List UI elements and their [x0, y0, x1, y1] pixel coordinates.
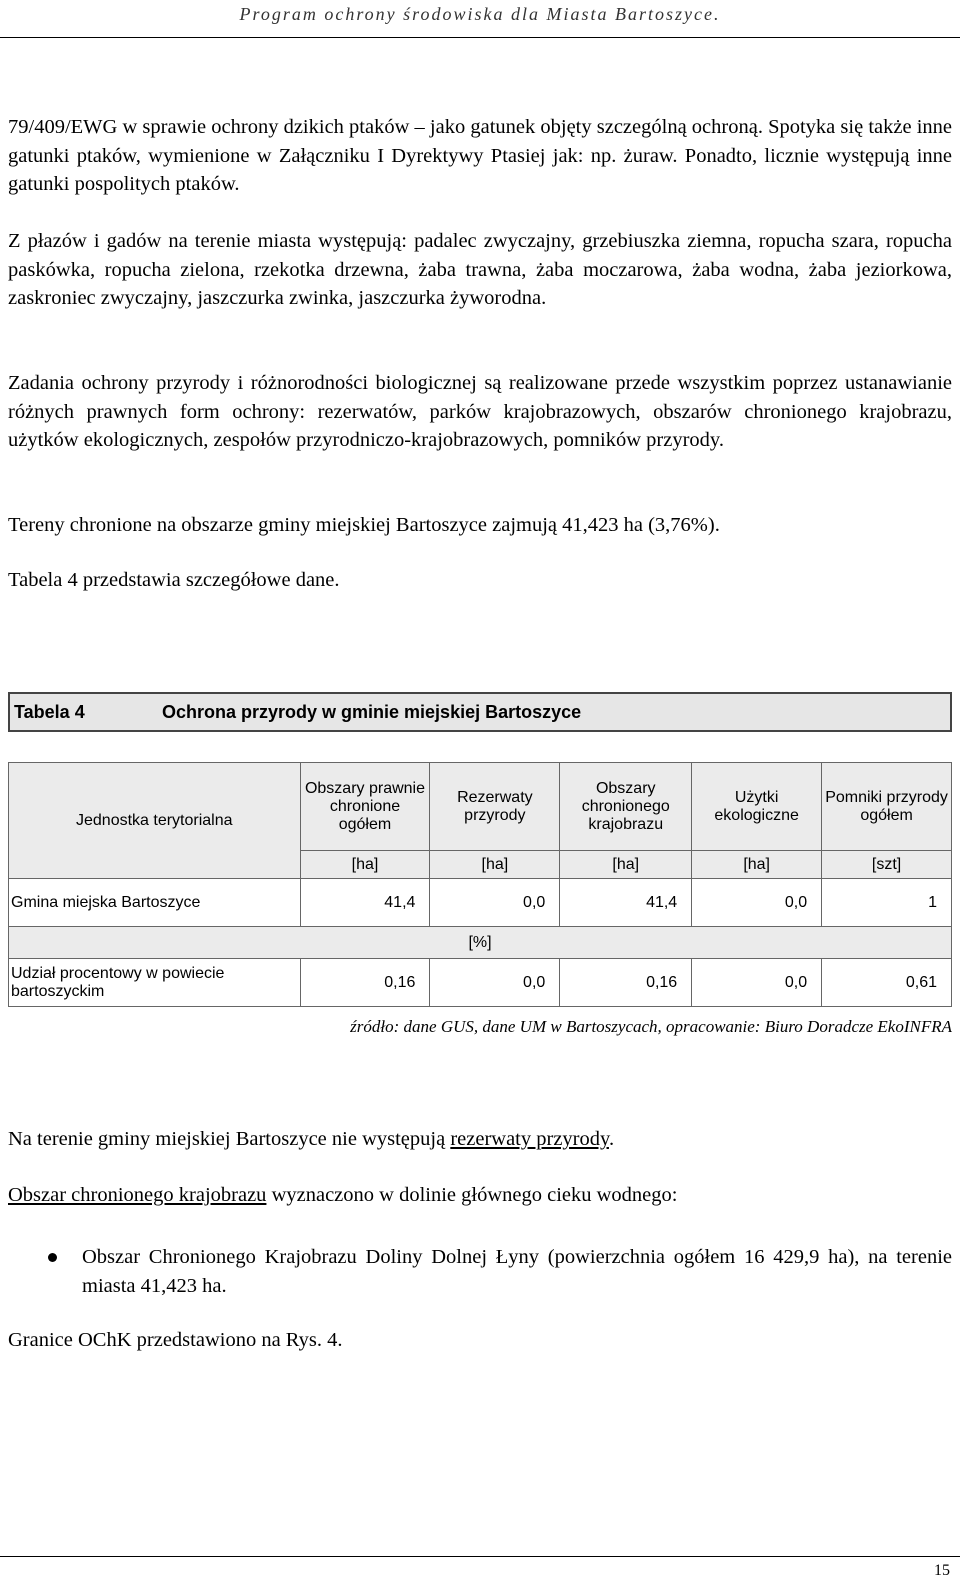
header-divider: [0, 37, 960, 38]
paragraph-table-intro: Tabela 4 przedstawia szczegółowe dane.: [8, 569, 340, 591]
unit-ha-4: [ha]: [692, 851, 822, 879]
unit-ha-2: [ha]: [430, 851, 560, 879]
header-ecological-sites: Użytki ekologiczne: [692, 763, 822, 851]
table-number: Tabela 4: [14, 702, 85, 722]
paragraph-protected-areas: Tereny chronione na obszarze gminy miejskiej Bartoszyce zajmują 41,423 ha (3,76%).: [8, 514, 720, 536]
cell-value: 41,4: [560, 879, 692, 927]
landscape-area-link[interactable]: Obszar chronionego krajobrazu: [8, 1184, 267, 1206]
table-source-note: źródło: dane GUS, dane UM w Bartoszycach, opracowanie: Biuro Doradcze EkoINFRA: [350, 1017, 952, 1036]
reserves-link[interactable]: rezerwaty przyrody: [450, 1128, 609, 1150]
cell-value: 0,0: [692, 879, 822, 927]
cell-value: 1: [822, 879, 952, 927]
cell-value: 41,4: [300, 879, 430, 927]
paragraph-ochk-map: Granice OChK przedstawiono na Rys. 4.: [8, 1329, 343, 1351]
unit-szt: [szt]: [822, 851, 952, 879]
paragraph-reserves: [8, 1125, 952, 1154]
unit-ha-1: [ha]: [300, 851, 430, 879]
header-unit: Jednostka terytorialna: [9, 763, 301, 879]
cell-value: 0,0: [692, 959, 822, 1007]
cell-value: 0,16: [560, 959, 692, 1007]
table-title: Ochrona przyrody w gminie miejskiej Bartoszyce: [162, 702, 582, 722]
cell-value: 0,16: [300, 959, 430, 1007]
bullet-icon: [48, 1253, 57, 1262]
paragraph-amphibians: Z płazów i gadów na terenie miasta występują: padalec zwyczajny, grzebiuszka ziemna, ropucha szara, ropucha paskówka, ropucha zielona, rzekotka drzewna, żaba trawna, żaba moczarowa, żaba wodna, żaba jeziorkowa, zaskroniec zwyczajny, jaszczurka zwinka, jaszczurka żyworodna.: [8, 230, 952, 309]
bullet-item-lyna: Obszar Chronionego Krajobrazu Doliny Dolnej Łyny (powierzchnia ogółem 16 429,9 ha), na terenie miasta 41,423 ha.: [82, 1246, 952, 1297]
header-protected-total: Obszary prawnie chronione ogółem: [300, 763, 430, 851]
table-title-bar: [8, 692, 952, 732]
reserves-text: Na terenie gminy miejskiej Bartoszyce nie występują: [8, 1128, 451, 1150]
header-monuments: Pomniki przyrody ogółem: [822, 763, 952, 851]
reserves-period: .: [608, 1128, 615, 1150]
unit-ha-3: [ha]: [560, 851, 692, 879]
header-reserves: Rezerwaty przyrody: [430, 763, 560, 851]
cell-value: 0,0: [430, 959, 560, 1007]
footer-divider: [0, 1556, 960, 1557]
landscape-area-text: wyznaczono w dolinie głównego cieku wodnego:: [266, 1184, 678, 1206]
page-number: 15: [934, 1562, 950, 1579]
row-label-gmina: Gmina miejska Bartoszyce: [9, 879, 301, 927]
paragraph-landscape-area: [8, 1181, 952, 1210]
header-landscape-areas: Obszary chronionego krajobrazu: [560, 763, 692, 851]
percent-unit-row: [%]: [9, 927, 952, 959]
table-row: [9, 879, 952, 927]
protection-table: [8, 762, 952, 1007]
page-header-title: Program ochrony środowiska dla Miasta Bartoszyce.: [239, 4, 721, 24]
cell-value: 0,61: [822, 959, 952, 1007]
cell-value: 0,0: [430, 879, 560, 927]
row-label-percent-share: Udział procentowy w powiecie bartoszyckim: [9, 959, 301, 1007]
table-row: [9, 959, 952, 1007]
paragraph-protection-tasks: Zadania ochrony przyrody i różnorodności biologicznej są realizowane przede wszystkim poprzez ustanawianie różnych prawnych form ochrony: rezerwatów, parków krajobrazowych, obszarów chronionego krajobrazu, użytków ekologicznych, zespołów przyrodniczo-krajobrazowych, pomników przyrody.: [8, 372, 952, 451]
paragraph-birds: 79/409/EWG w sprawie ochrony dzikich ptaków – jako gatunek objęty szczególną ochroną. Spotyka się także inne gatunki ptaków, wymienione w Załączniku I Dyrektywy Ptasiej jak: np. żuraw. Ponadto, licznie występują inne gatunki pospolitych ptaków.: [8, 116, 952, 195]
